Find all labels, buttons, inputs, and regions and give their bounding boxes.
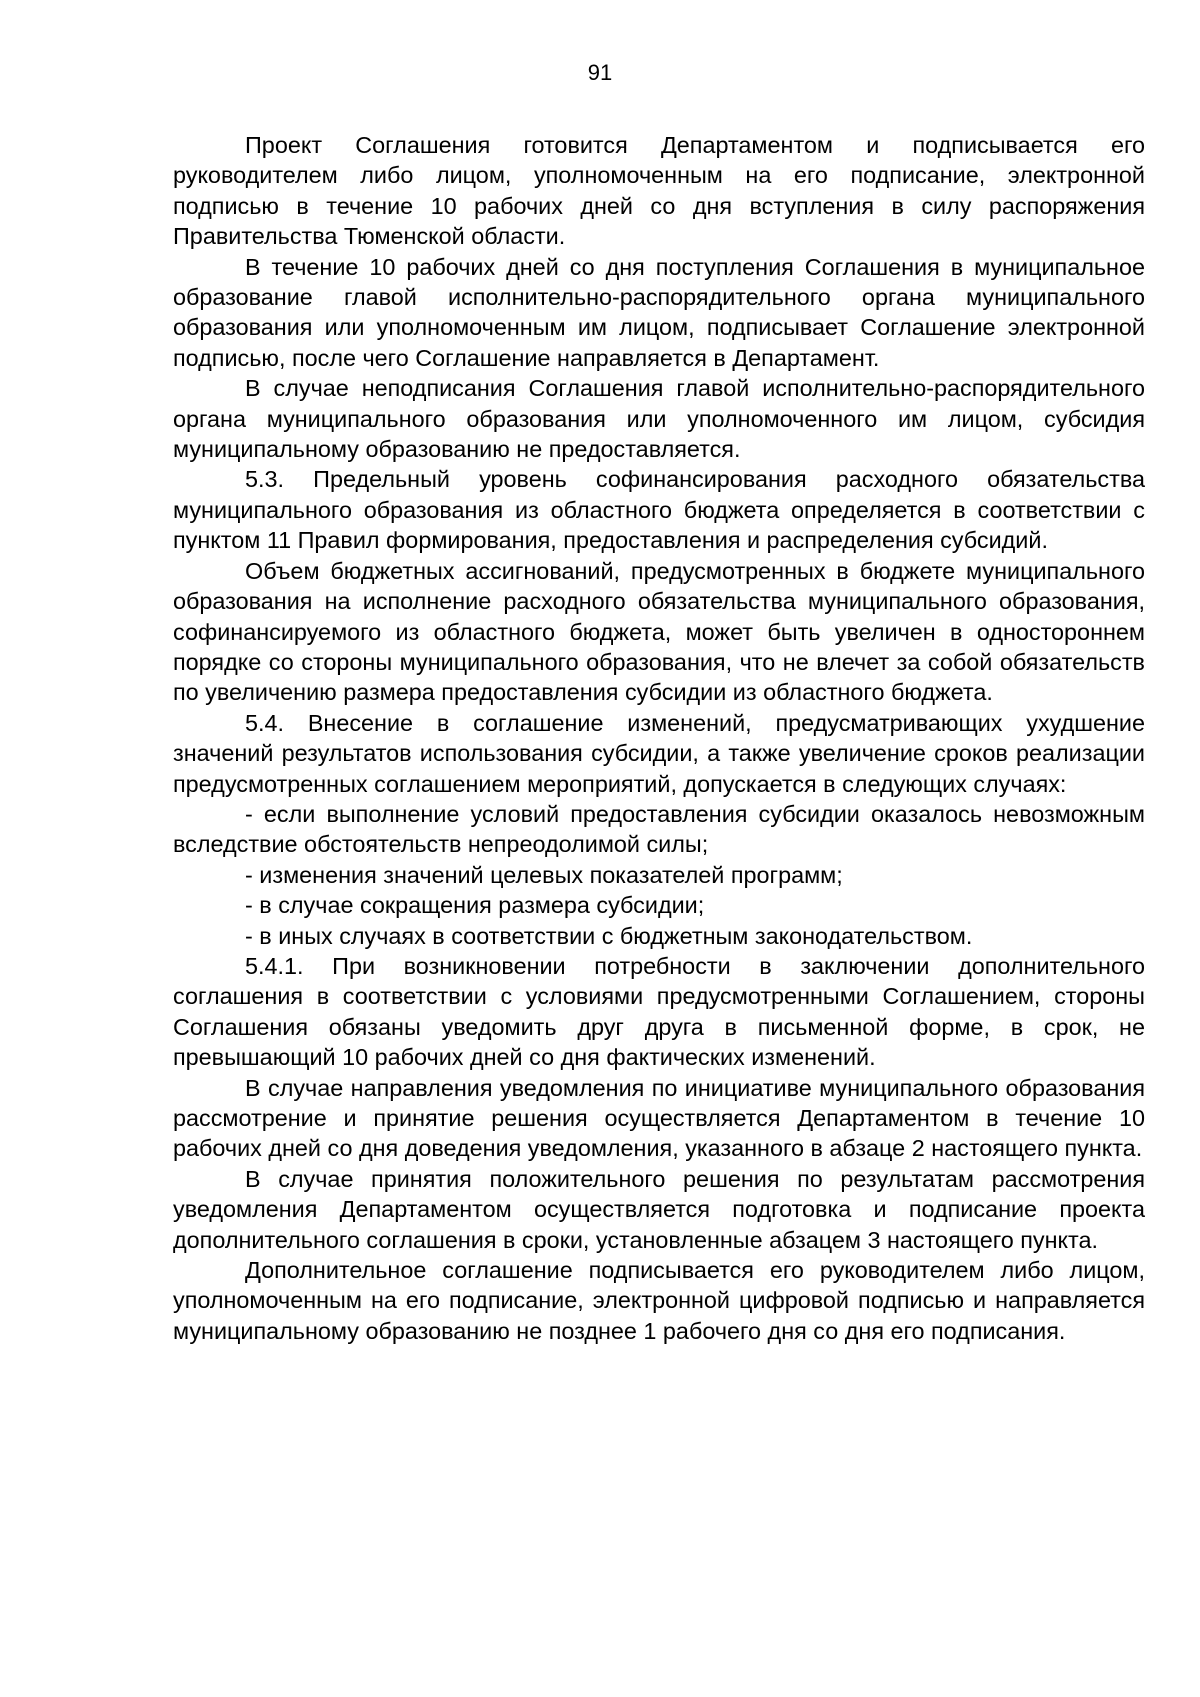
paragraph-9: В случае принятия положительного решения по результатам рассмотрения уведомления Департаментом осуществляется подготовка и подписание проекта дополнительного соглашения в сроки, установленные абзацем 3 настоящего пункта. xyxy=(173,1165,1145,1253)
list-item-4: - в иных случаях в соответствии с бюджетным законодательством. xyxy=(245,922,973,949)
page-number: 91 xyxy=(587,60,613,85)
list-item-3: - в случае сокращения размера субсидии; xyxy=(245,892,705,919)
paragraph-3: В случае неподписания Соглашения главой исполнительно-распорядительного органа муниципального образования или уполномоченного им лицом, субсидия муниципальному образованию не предоставляется. xyxy=(173,375,1145,463)
paragraph-7: 5.4.1. При возникновении потребности в заключении дополнительного соглашения в соответствии с условиями предусмотренными Соглашением, стороны Соглашения обязаны уведомить друг друга в письменной форме, в срок, не превышающий 10 рабочих дней со дня фактических изменений. xyxy=(173,952,1145,1071)
paragraph-6: 5.4. Внесение в соглашение изменений, предусматривающих ухудшение значений результатов использования субсидии, а также увеличение сроков реализации предусмотренных соглашением мероприятий, допускается в следующих случаях: xyxy=(173,709,1145,797)
paragraph-4: 5.3. Предельный уровень софинансирования расходного обязательства муниципального образования из областного бюджета определяется в соответствии с пунктом 11 Правил формирования, предоставления и распределения субсидий. xyxy=(173,466,1145,554)
paragraph-10: Дополнительное соглашение подписывается его руководителем либо лицом, уполномоченным на его подписание, электронной цифровой подписью и направляется муниципальному образованию не позднее 1 рабочего дня со дня его подписания. xyxy=(173,1257,1145,1344)
paragraph-2: В течение 10 рабочих дней со дня поступления Соглашения в муниципальное образование главой исполнительно-распорядительного органа муниципального образования или уполномоченным им лицом, подписывает Соглашение электронной подписью, после чего Соглашение направляется в Департамент. xyxy=(173,253,1145,371)
paragraph-5: Объем бюджетных ассигнований, предусмотренных в бюджете муниципального образования на исполнение расходного обязательства муниципального образования, софинансируемого из областного бюджета, может быть увеличен в одностороннем порядке со стороны муниципального образования, что не влечет за собой обязательств по увеличению размера предоставления субсидии из областного бюджета. xyxy=(173,557,1145,706)
document-body xyxy=(173,130,1145,1346)
list-item-2: - изменения значений целевых показателей программ; xyxy=(245,861,843,888)
paragraph-8: В случае направления уведомления по инициативе муниципального образования рассмотрение и принятие решения осуществляется Департаментом в течение 10 рабочих дней со дня доведения уведомления, указанного в абзаце 2 настоящего пункта. xyxy=(173,1074,1145,1162)
list-item-1: - если выполнение условий предоставления субсидии оказалось невозможным вследствие обстоятельств непреодолимой силы; xyxy=(173,800,1145,858)
paragraph-1: Проект Соглашения готовится Департаментом и подписывается его руководителем либо лицом, уполномоченным на его подписание, электронной подписью в течение 10 рабочих дней со дня вступления в силу распоряжения Правительства Тюменской области. xyxy=(173,132,1145,250)
